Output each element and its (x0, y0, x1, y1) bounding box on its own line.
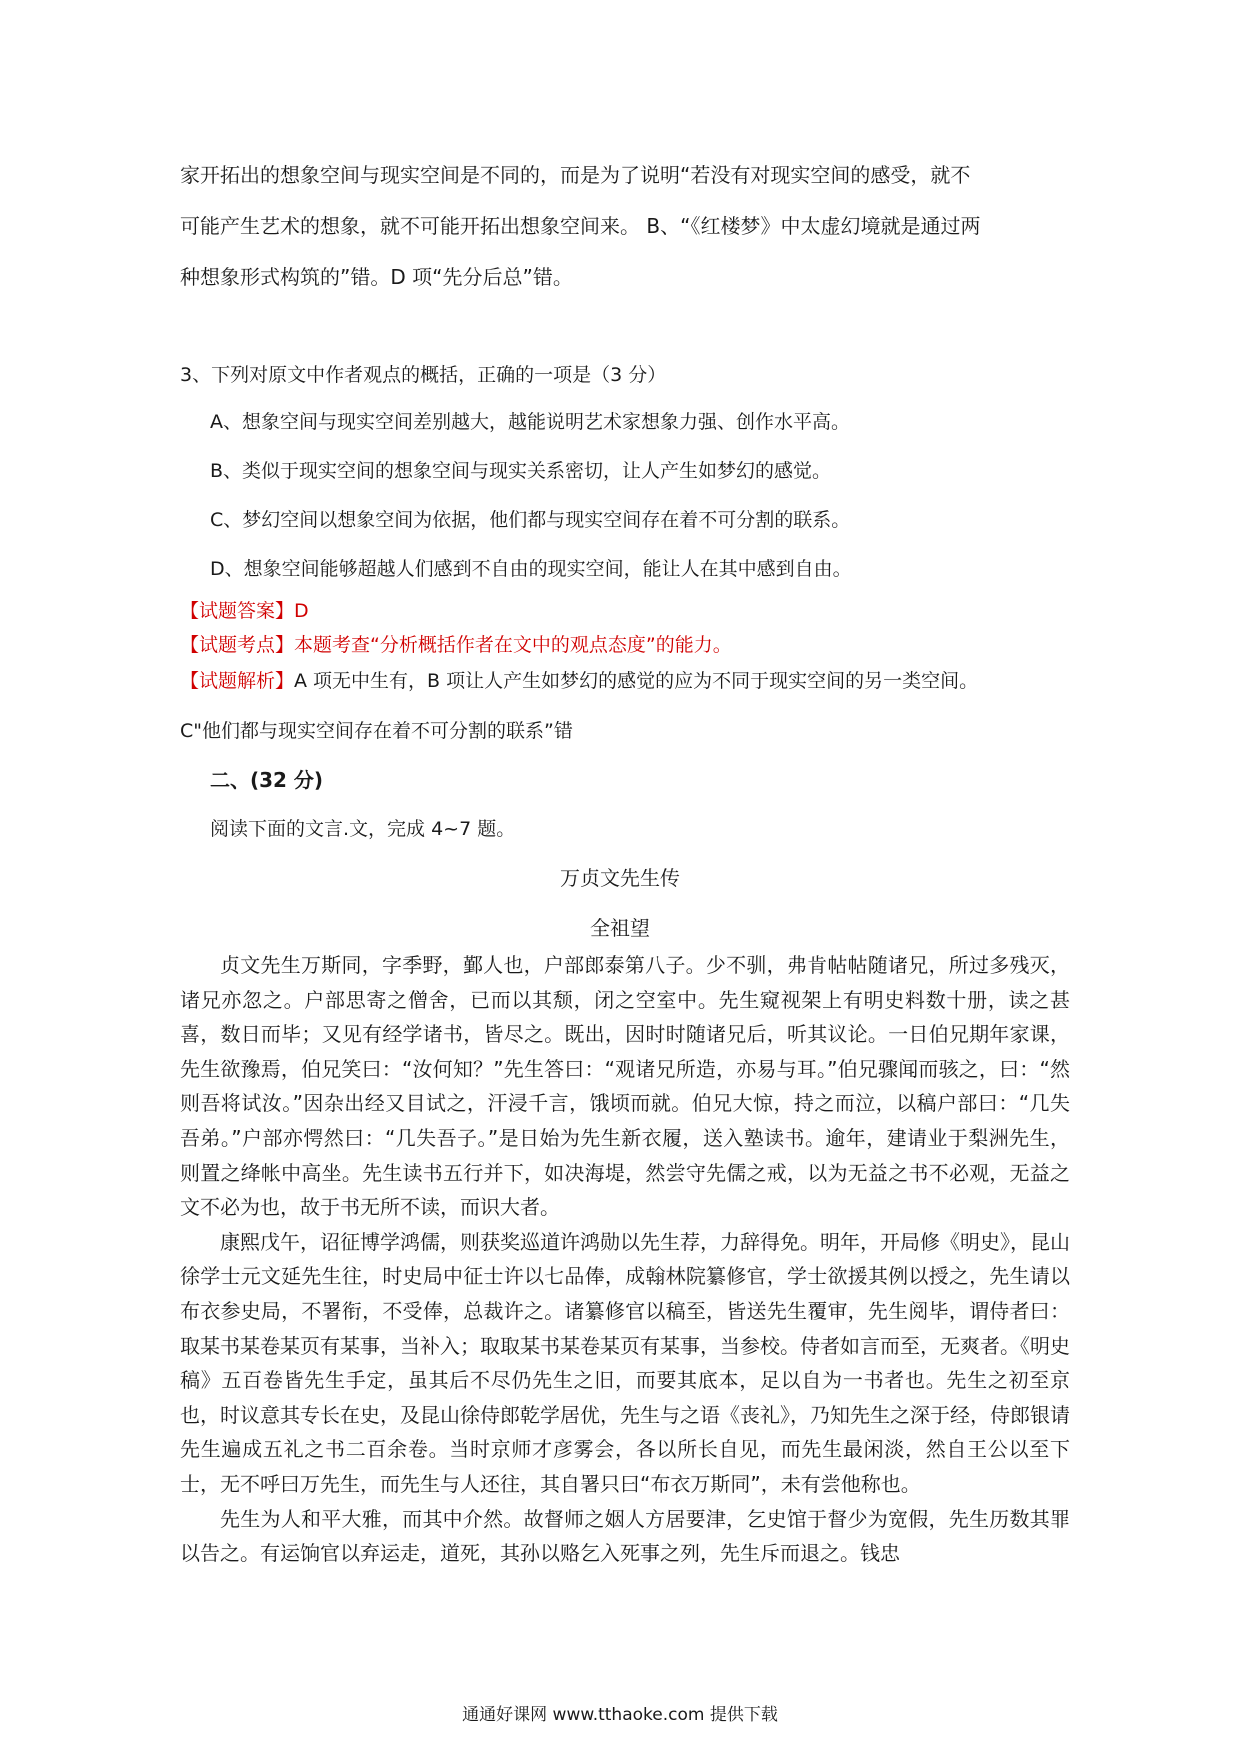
answer-label: 【试题答案】 (180, 600, 295, 622)
article-author: 全祖望 (590, 916, 650, 940)
answer-value: D (294, 600, 309, 622)
option-b: B、类似于现实空间的想象空间与现实关系密切，让人产生如梦幻的感觉。 (210, 460, 832, 482)
article-title: 万贞文先生传 (560, 866, 680, 890)
analysis-line (180, 666, 978, 693)
intro-line-3: 种想象形式构筑的”错。D 项“先分后总”错。 (180, 265, 573, 289)
option-a: A、想象空间与现实空间差别越大，越能说明艺术家想象力强、创作水平高。 (210, 411, 850, 433)
answer-line (180, 596, 309, 623)
point-line (180, 630, 732, 657)
analysis-value: A 项无中生有，B 项让人产生如梦幻的感觉的应为不同于现实空间的另一类空间。 (294, 670, 979, 692)
option-c: C、梦幻空间以想象空间为依据，他们都与现实空间存在着不可分割的联系。 (210, 509, 851, 531)
section-instruction: 阅读下面的文言.文，完成 4~7 题。 (210, 818, 516, 840)
question-stem: 3、下列对原文中作者观点的概括，正确的一项是（3 分） (180, 364, 667, 386)
option-d: D、想象空间能够超越人们感到不自由的现实空间，能让人在其中感到自由。 (210, 558, 852, 580)
point-label: 【试题考点】 (180, 634, 295, 656)
article-paragraph-2: 康熙戊午，诏征博学鸿儒，则获奖巡道许鸿勋以先生荐，力辞得免。明年，开局修《明史》，昆山徐学士元文延先生往，时史局中征士许以七品俸，成翰林院纂修官，学士欲援其例以授之，先生请以布衣参史局，不署衔，不受俸，总裁许之。诸纂修官以稿至，皆送先生覆审，先生阅毕，谓侍者曰：取某书某卷某页有某事，当补入；取取某书某卷某页有某事，当参校。侍者如言而至，无爽者。《明史稿》五百卷皆先生手定，虽其后不尽仍先生之旧，而要其底本，足以自为一书者也。先生之初至京也，时议意其专长在史，及昆山徐侍郎乾学居优，先生与之语《丧礼》，乃知先生之深于经，侍郎银请先生遍成五礼之书二百余卷。当时京师才彦雾会，各以所长自见，而先生最闲淡，然自王公以至下士，无不呼曰万先生，而先生与人还往，其自署只曰“布衣万斯同”，未有尝他称也。 (180, 1229, 1070, 1496)
article-paragraph-3: 先生为人和平大雅，而其中介然。故督师之姻人方居要津，乞史馆于督少为宽假，先生历数其罪以告之。有运饷官以弃运走，道死，其孙以赂乞入死事之列，先生斥而退之。钱忠 (180, 1506, 1070, 1566)
intro-line-1: 家开拓出的想象空间与现实空间是不同的，而是为了说明“若没有对现实空间的感受，就不 (180, 163, 971, 187)
analysis-continuation: C"他们都与现实空间存在着不可分割的联系”错 (180, 720, 573, 742)
article-paragraph-1: 贞文先生万斯同，字季野，鄞人也，户部郎泰第八子。少不驯，弗肯帖帖随诸兄，所过多残灭，诸兄亦忽之。户部思寄之僧舍，已而以其颓，闭之空室中。先生窥视架上有明史料数十册，读之甚喜，数日而毕；又见有经学诸书，皆尽之。既出，因时时随诸兄后，听其议论。一日伯兄期年家课，先生欲豫焉，伯兄笑曰：“汝何知？”先生答曰：“观诸兄所造，亦易与耳。”伯兄骤闻而骇之，曰：“然则吾将试汝。”因杂出经又目试之，汗浸千言，饿顷而就。伯兄大惊，持之而泣，以稿户部曰：“几失吾弟。”户部亦愕然曰：“几失吾子。”是日始为先生新衣履，送入塾读书。逾年，建请业于梨洲先生，则置之绛帐中高坐。先生读书五行并下，如决海堤，然尝守先儒之戒，以为无益之书不必观，无益之文不必为也，故于书无所不读，而识大者。 (180, 953, 1070, 1220)
analysis-label: 【试题解析】 (180, 670, 295, 692)
section-heading: 二、(32 分) (210, 768, 324, 792)
point-value: 本题考查“分析概括作者在文中的观点态度”的能力。 (294, 634, 732, 656)
page-footer: 通通好课网 www.tthaoke.com 提供下载 (462, 1705, 778, 1725)
intro-line-2: 可能产生艺术的想象，就不可能开拓出想象空间来。 B、“《红楼梦》中太虚幻境就是通过两 (180, 214, 981, 238)
article-body (180, 948, 1070, 1571)
